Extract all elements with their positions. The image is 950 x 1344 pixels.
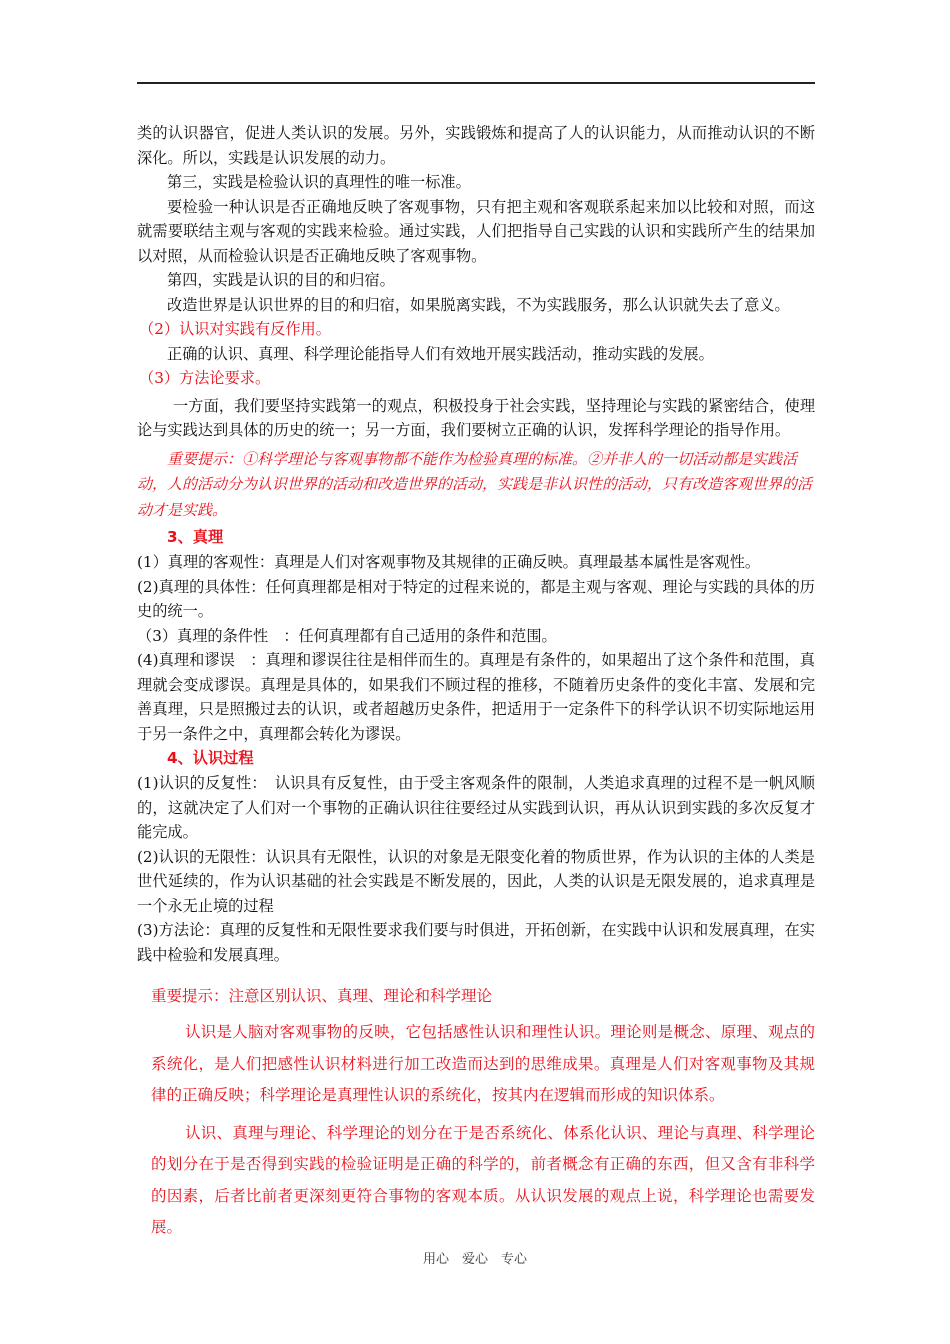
tip-paragraph: 认识是人脑对客观事物的反映，它包括感性认识和理性认识。理论则是概念、原理、观点的系统化，是人们把感性认识材料进行加工改造而达到的思维成果。真理是人们对客观事物及其规律的正确反映；科学理论是真理性认识的系统化，按其内在逻辑而形成的知识体系。	[151, 1023, 815, 1104]
cognition-item: (2)认识的无限性：认识具有无限性，认识的对象是无限变化着的物质世界，作为认识的主体的人类是世代延续的，作为认识基础的社会实践是不断发展的，因此，人类的认识是无限发展的，追求真理是一个永无止境的过程	[137, 847, 815, 915]
cognition-item: (3)方法论：真理的反复性和无限性要求我们要与时俱进，开拓创新，在实践中认识和发展真理，在实践中检验和发展真理。	[137, 921, 815, 964]
practice-paragraph: 一方面，我们要坚持实践第一的观点，积极投身于社会实践，坚持理论与实践的紧密结合，使理论与实践达到具体的历史的统一；另一方面，我们要树立正确的认识，发挥科学理论的指导作用。	[137, 396, 815, 439]
section-title: （3）方法论要求。	[139, 369, 271, 387]
cognition-item: (1)认识的反复性： 认识具有反复性，由于受主客观条件的限制，人类追求真理的过程不是一帆风顺的，这就决定了人们对一个事物的正确认识往往要经过从实践到认识，再从认识到实践的多次反复才能完成。	[137, 774, 815, 841]
truth-item: (2)真理的具体性：任何真理都是相对于特定的过程来说的，都是主观与客观、理论与实践的具体的历史的统一。	[137, 577, 815, 620]
truth-item: （3）真理的条件性 ：任何真理都有自己适用的条件和范围。	[137, 626, 557, 645]
truth-item: (4)真理和谬误 ：真理和谬误往往是相伴而生的。真理是有条件的，如果超出了这个条件和范围，真理就会变成谬误。真理是具体的，如果我们不顾过程的推移，不随着历史条件的变化丰富、发展和完善真理，只是照搬过去的认识，或者超越历史条件，把适用于一定条件下的科学认识不切实际地运用于另一条件之中，真理都会转化为谬误。	[137, 651, 815, 743]
practice-paragraph: 正确的认识、真理、科学理论能指导人们有效地开展实践活动，推动实践的发展。	[167, 344, 714, 363]
practice-paragraph: 要检验一种认识是否正确地反映了客观事物，只有把主观和客观联系起来加以比较和对照，而这就需要联结主观与客观的实践来检验。通过实践，人们把指导自己实践的认识和实践所产生的结果加以对照，从而检验认识是否正确地反映了客观事物。	[137, 197, 815, 265]
header-rule	[137, 82, 815, 84]
cognition-heading: 4、认识过程	[167, 749, 254, 767]
practice-paragraph: 类的认识器官，促进人类认识的发展。另外，实践锻炼和提高了人的认识能力，从而推动认识的不断深化。所以，实践是认识发展的动力。	[137, 124, 815, 167]
practice-paragraph: 改造世界是认识世界的目的和归宿，如果脱离实践，不为实践服务，那么认识就失去了意义。	[167, 295, 790, 314]
page-footer: 用心 爱心 专心	[422, 1252, 527, 1267]
tip-paragraph: 认识、真理与理论、科学理论的划分在于是否系统化、体系化认识、理论与真理、科学理论的划分在于是否得到实践的检验证明是正确的科学的，前者概念有正确的东西，但又含有非科学的因素，后者比前者更深刻更符合事物的客观本质。从认识发展的观点上说，科学理论也需要发展。	[151, 1123, 815, 1236]
important-tip: 重要提示：①科学理论与客观事物都不能作为检验真理的标准。②并非人的一切活动都是实践活动，人的活动分为认识世界的活动和改造世界的活动，实践是非认识性的活动，只有改造客观世界的活动才是实践。	[137, 449, 813, 519]
practice-paragraph: 第三，实践是检验认识的真理性的唯一标准。	[167, 173, 471, 191]
document-body	[137, 121, 815, 1244]
tip-title: 重要提示：注意区别认识、真理、理论和科学理论	[151, 987, 493, 1005]
truth-heading: 3、真理	[167, 528, 224, 546]
section-title: （2）认识对实践有反作用。	[139, 320, 331, 338]
truth-item: (1）真理的客观性：真理是人们对客观事物及其规律的正确反映。真理最基本属性是客观性。	[137, 553, 761, 571]
practice-paragraph: 第四，实践是认识的目的和归宿。	[167, 271, 395, 289]
